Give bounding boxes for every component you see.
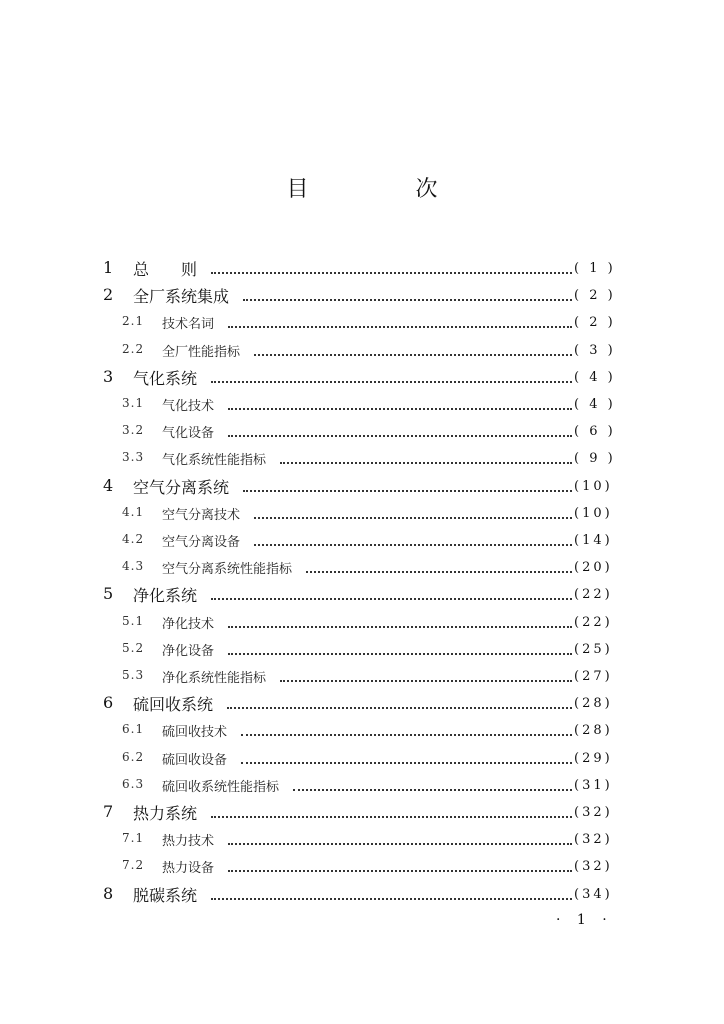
toc-entry	[0, 609, 724, 636]
toc-entry-label: 全厂性能指标	[162, 344, 241, 360]
toc-entry	[0, 337, 724, 364]
toc-entry-number: 3.3	[122, 450, 145, 465]
toc-dot-leader	[228, 433, 572, 437]
toc-entry	[0, 581, 724, 608]
toc-dot-leader	[306, 569, 572, 573]
toc-entry-number: 3.1	[122, 396, 145, 410]
toc-entry-page: (31)	[574, 777, 613, 793]
toc-entry-number: 4	[103, 475, 114, 495]
toc-entry-label: 技术名词	[162, 317, 215, 333]
toc-entry	[0, 799, 724, 826]
toc-entry-label: 净化系统	[133, 586, 198, 606]
toc-entry-label: 空气分离系统	[133, 477, 230, 497]
toc-entry-number: 6.1	[122, 722, 145, 737]
toc-entry	[0, 690, 724, 717]
toc-entry-page: (22)	[574, 587, 613, 603]
toc-entry-label: 热力设备	[162, 861, 215, 877]
toc-entry-number: 7.1	[122, 831, 145, 846]
toc-dot-leader	[228, 841, 572, 845]
toc-entry-page: ( 1 )	[574, 261, 616, 276]
toc-entry-number: 8	[103, 883, 114, 903]
toc-entry-number: 1	[103, 258, 114, 277]
toc-entry-number: 2.2	[122, 341, 145, 356]
toc-entry-label: 气化系统性能指标	[162, 453, 267, 469]
toc-entry	[0, 364, 724, 391]
toc-entry-number: 3	[103, 366, 114, 386]
toc-entry-page: (10)	[574, 478, 613, 494]
toc-entry	[0, 853, 724, 880]
toc-dot-leader	[254, 352, 572, 356]
toc-entry-page: (20)	[574, 560, 613, 576]
toc-entry-page: (34)	[574, 886, 613, 902]
toc-entry-page: (10)	[574, 505, 613, 521]
toc-entry-number: 5.1	[122, 613, 145, 628]
toc-dot-leader	[243, 488, 572, 492]
toc-entry	[0, 554, 724, 581]
toc-entry-number: 2	[103, 285, 114, 305]
toc-entry-label: 净化系统性能指标	[162, 671, 267, 686]
toc-entry-number: 6.2	[122, 749, 145, 764]
toc-entry	[0, 473, 724, 500]
toc-entry-page: (32)	[574, 805, 613, 820]
toc-entry-label: 热力技术	[162, 834, 215, 850]
toc-dot-leader	[254, 515, 572, 519]
toc-entry-page: ( 2 )	[574, 288, 616, 304]
toc-entry	[0, 826, 724, 853]
toc-entry-number: 6.3	[122, 776, 145, 791]
toc-dot-leader	[241, 732, 572, 736]
toc-dot-leader	[280, 678, 572, 682]
toc-entry-label: 空气分离设备	[162, 535, 241, 550]
toc-entry	[0, 663, 724, 690]
toc-entry	[0, 636, 724, 663]
toc-entry-label: 净化技术	[162, 616, 215, 632]
toc-dot-leader	[211, 270, 572, 274]
toc-entry-label: 净化设备	[162, 643, 215, 659]
toc-entry-page: (32)	[574, 859, 613, 875]
toc-entry-label: 全厂系统集成	[133, 287, 230, 307]
toc-entry-number: 6	[103, 693, 114, 713]
toc-entry-page: ( 9 )	[574, 451, 616, 467]
toc-dot-leader	[211, 814, 572, 818]
toc-dot-leader	[243, 297, 572, 301]
toc-entry-page: (32)	[574, 832, 613, 848]
toc-entry-label: 热力系统	[133, 804, 198, 823]
toc-entry-page: (25)	[574, 641, 613, 657]
toc-entry-number: 3.2	[122, 423, 145, 438]
toc-entry-page: ( 4 )	[574, 369, 616, 385]
toc-entry	[0, 717, 724, 744]
toc-title: 目 次	[286, 177, 488, 202]
toc-entry	[0, 255, 724, 282]
toc-entry-page: (28)	[574, 696, 613, 712]
toc-dot-leader	[241, 760, 572, 764]
toc-entry-label: 硫回收技术	[162, 725, 228, 741]
toc-dot-leader	[228, 651, 572, 655]
toc-entry-label: 气化系统	[133, 368, 198, 388]
toc-entry-label: 气化技术	[162, 399, 215, 414]
page-number: · 1 ·	[556, 912, 613, 928]
toc-entry-number: 4.3	[122, 559, 145, 574]
toc-entry-number: 7.2	[122, 858, 145, 873]
toc-entry	[0, 772, 724, 799]
toc-entry-page: (14)	[574, 533, 613, 548]
toc-entry-label: 总 则	[133, 260, 198, 279]
toc-entry-number: 7	[103, 802, 114, 821]
toc-entry-label: 硫回收系统性能指标	[162, 779, 280, 795]
toc-entry-page: ( 6 )	[574, 424, 616, 440]
toc-dot-leader	[228, 868, 572, 872]
toc-dot-leader	[254, 542, 572, 546]
toc-entry	[0, 500, 724, 527]
toc-entry	[0, 881, 724, 908]
toc-dot-leader	[280, 460, 572, 464]
toc-entry	[0, 309, 724, 336]
toc-entry-number: 5	[103, 584, 114, 604]
toc-entry	[0, 391, 724, 418]
toc-entry-label: 空气分离系统性能指标	[162, 562, 293, 578]
toc-entry	[0, 282, 724, 309]
toc-dot-leader	[211, 379, 572, 383]
toc-dot-leader	[228, 406, 572, 410]
toc-dot-leader	[293, 787, 572, 791]
toc-entry	[0, 745, 724, 772]
toc-entry-label: 空气分离技术	[162, 507, 241, 523]
toc-dot-leader	[211, 596, 572, 600]
toc-entry-number: 2.1	[122, 314, 145, 329]
toc-entry-page: (29)	[574, 750, 613, 766]
toc-entry-page: ( 3 )	[574, 342, 616, 358]
toc-entry	[0, 527, 724, 554]
toc-entry-label: 硫回收设备	[162, 752, 228, 768]
toc-entry-number: 4.1	[122, 504, 145, 519]
toc-entry-number: 4.2	[122, 532, 145, 546]
toc-dot-leader	[211, 896, 572, 900]
toc-entry-page: (27)	[574, 669, 613, 684]
toc-entry-page: ( 2 )	[574, 315, 616, 331]
toc-entry	[0, 445, 724, 472]
toc-dot-leader	[228, 324, 572, 328]
toc-entry-page: (28)	[574, 723, 613, 739]
toc-entry-label: 脱碳系统	[133, 885, 198, 905]
toc-entry-number: 5.2	[122, 640, 145, 655]
toc-dot-leader	[228, 624, 572, 628]
toc-entry-page: (22)	[574, 614, 613, 630]
toc-entry-number: 5.3	[122, 668, 145, 682]
toc-entry-page: ( 4 )	[574, 397, 616, 412]
toc-entry-label: 气化设备	[162, 426, 215, 442]
toc-entry	[0, 418, 724, 445]
toc-entry-label: 硫回收系统	[133, 695, 214, 715]
toc-dot-leader	[227, 705, 572, 709]
